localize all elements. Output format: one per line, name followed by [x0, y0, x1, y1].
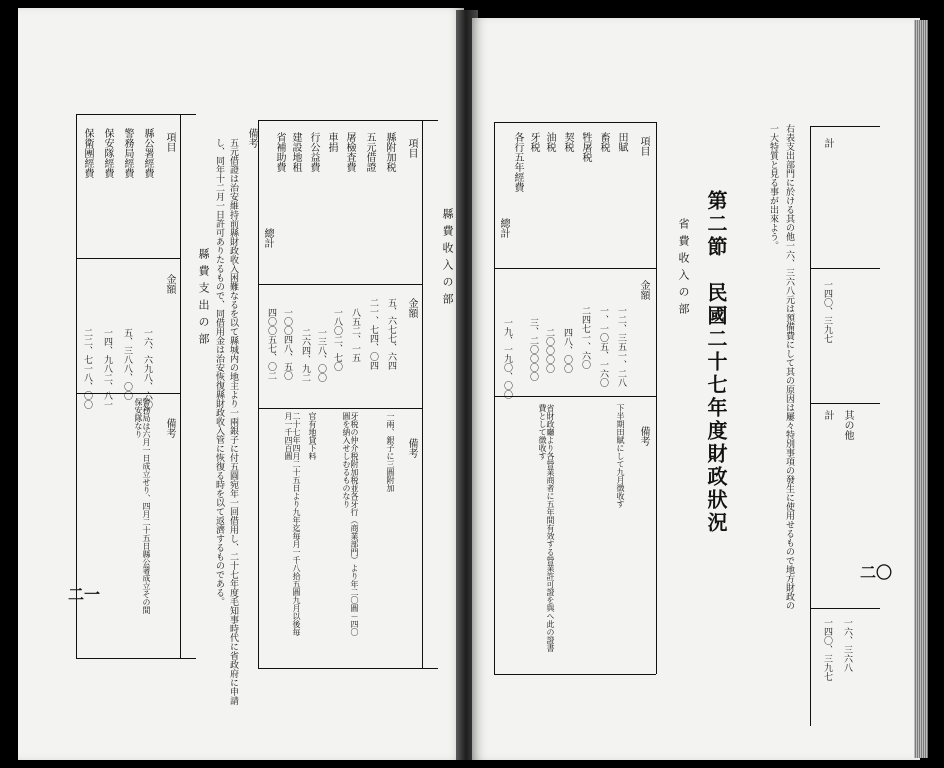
income-header-item: 項目	[406, 138, 417, 158]
expenditure-item: 縣公署經費	[142, 128, 153, 178]
income-amount: 一八〇二、七〇	[332, 308, 342, 371]
income-item: 建設地租	[290, 132, 301, 172]
income-amount: 八五二、一五	[350, 308, 360, 362]
income-header-amount: 金額	[406, 298, 417, 318]
expenditure-item: 保衛團經費	[82, 128, 93, 178]
expenditure-header-note: 備考	[164, 418, 175, 438]
income-total-label: 總計	[262, 228, 273, 248]
income-item: 車捐	[326, 132, 337, 152]
province-amount: 一九、一九〇、〇〇	[502, 318, 512, 399]
expenditure-item: 警務局經費	[122, 128, 133, 178]
right-page	[472, 18, 920, 760]
province-total-label: 總計	[498, 218, 509, 238]
expenditure-note: 警務局は六月一日成立せり、四月二十五日縣公署成立その間保安隊なり	[134, 398, 151, 614]
income-item: 省補助費	[274, 132, 285, 172]
province-amount: 一二、三五一、二八	[616, 306, 626, 387]
expenditure-header-amount: 金額	[164, 274, 175, 294]
income-note: 牙税の仲介税附加税並各牙行（商業部門）より年二〇圓－四〇圓を納入せしむるものなり	[342, 412, 359, 636]
page-number: 二一	[68, 585, 101, 604]
income-item: 縣附加税	[384, 132, 395, 172]
income-item: 行公益費	[308, 132, 319, 172]
summary-total-value: 一四〇、三九七	[822, 618, 832, 681]
expenditure-title: 縣費支出の部	[197, 248, 210, 350]
province-header-note: 備考	[638, 426, 649, 446]
expenditure-amount: 二二、七一八、〇〇	[82, 328, 92, 409]
page-number: 二〇	[860, 563, 893, 582]
income-item: 五元借證	[364, 132, 375, 172]
summary-other-label: 其の他	[842, 410, 853, 440]
paragraph-line-1: 右表支出部門に於ける其の他一六、三六八元は預備費にして其の原因は屢々特別事項の發生に使用せるもので地方財政の	[784, 124, 794, 610]
income-amount: 四〇〇五七、〇二	[266, 308, 276, 380]
income-amount: 一三八、〇〇	[316, 328, 326, 382]
province-item: 各行五年經費	[512, 132, 523, 192]
summary-total-label: 計	[822, 410, 833, 420]
expenditure-amount: 一四、九八二、八一	[102, 328, 112, 409]
summary-top-label: 計	[822, 138, 833, 148]
remark-line-1: 五元借證は治安維持前縣財政收入困難なるを以て縣城内の地主より一兩銀子に付五圓宛年一回借用し、二十七年度毛知事時代に省政府に申請	[228, 138, 238, 705]
province-amount: 四八、〇〇	[562, 328, 572, 373]
page-edges	[914, 20, 928, 758]
province-amount: 三、二〇〇〇〇	[528, 318, 538, 381]
expenditure-amount: 一六、六九八、六〇	[142, 328, 152, 409]
expenditure-amount: 五、三八八、〇〇	[122, 328, 132, 400]
subsection-title: 省費收入の部	[677, 218, 690, 320]
left-page	[18, 8, 464, 760]
province-item: 牙税	[528, 132, 539, 152]
province-note: 省財政廳より各營業商者に五年間有效する營業許可證を與へ此の證書費として徴收す	[538, 404, 555, 652]
province-item: 契税	[562, 132, 573, 152]
province-item: 畜税	[598, 132, 609, 152]
paragraph-line-2: 一大特質と見る事が出來よう。	[768, 124, 778, 250]
income-title: 縣費收入の部	[441, 208, 454, 310]
income-amount: 二六四、九二	[300, 328, 310, 382]
section-title: 第二節 民國二十七年度財政狀況	[704, 190, 728, 535]
income-note: 一兩、銀子に三圓附加	[386, 412, 395, 492]
remark-label: 備考	[246, 128, 257, 148]
province-item: 田賦	[616, 132, 627, 152]
province-amount: 二〇〇〇〇	[544, 328, 554, 373]
remark-line-2: し、同年十二月一日許可ありたるもので、同借用金は治安恢復縣財政收入管に恢復る時を以て返濟するものである。	[214, 138, 224, 606]
income-amount: 一〇〇四八、五〇	[282, 308, 292, 380]
income-header-note: 備考	[406, 438, 417, 458]
province-amount: 一、一〇五、一六〇	[598, 306, 608, 387]
summary-top-value: 一四〇、三九七	[822, 280, 832, 343]
expenditure-item: 保安隊經費	[102, 128, 113, 178]
income-note: 官有地貸下料	[308, 412, 317, 460]
income-amount: 二一、七四、〇四	[368, 298, 378, 370]
expenditure-header-item: 項目	[164, 132, 175, 152]
province-header-item: 項目	[638, 136, 649, 156]
income-amount: 五、六七七、六四	[386, 298, 396, 370]
province-note: 下半期田賦にして九月徴收す	[616, 404, 625, 508]
province-header-amount: 金額	[638, 280, 649, 300]
summary-other-value: 一六、三六八	[842, 618, 852, 672]
province-item: 油税	[544, 132, 555, 152]
province-item: 牲屠税	[580, 132, 591, 162]
province-amount: 二四七一、六〇	[580, 306, 590, 369]
income-item: 屠檢査費	[344, 132, 355, 172]
income-note: 二十七年四月二十五日より九年迄毎月一千八拾五圓九月以後毎月一千四百圓	[284, 412, 301, 636]
